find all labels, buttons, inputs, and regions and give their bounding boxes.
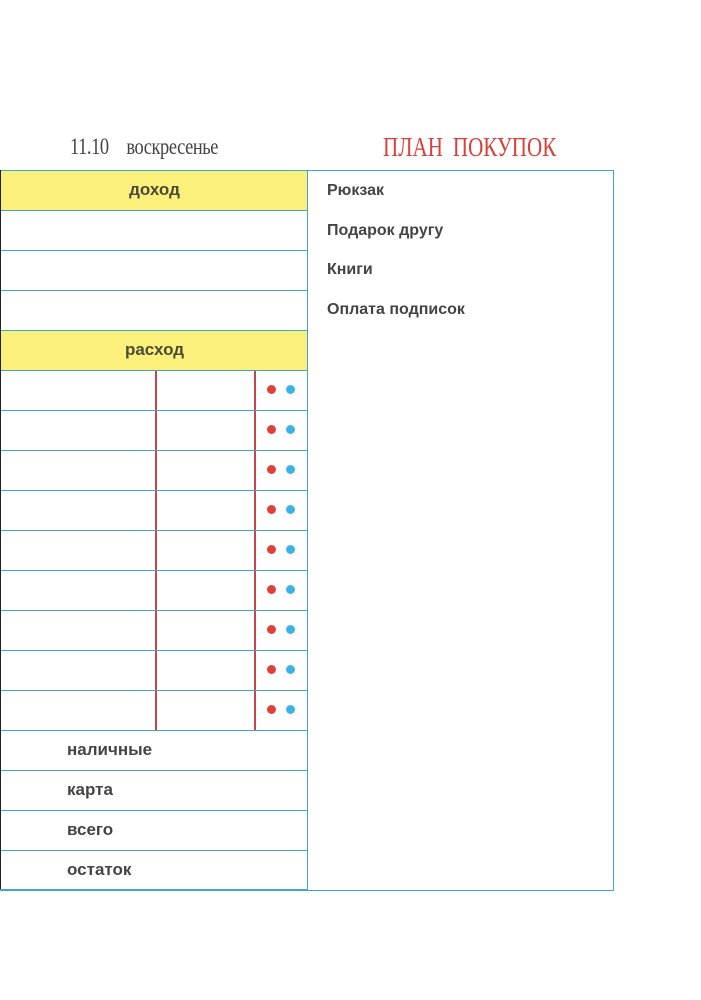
red-dot-icon[interactable] <box>267 705 276 714</box>
column-divider <box>155 651 157 690</box>
red-dot-icon[interactable] <box>267 545 276 554</box>
expense-row[interactable] <box>1 650 308 690</box>
blue-dot-icon[interactable] <box>286 585 295 594</box>
blue-dot-icon[interactable] <box>286 385 295 394</box>
divider <box>0 889 307 891</box>
column-divider <box>254 371 256 410</box>
expense-row[interactable] <box>1 610 308 650</box>
blue-dot-icon[interactable] <box>286 625 295 634</box>
column-divider <box>254 691 256 730</box>
red-dot-icon[interactable] <box>267 425 276 434</box>
summary-row: всего <box>1 810 308 850</box>
column-divider <box>155 611 157 650</box>
column-divider <box>254 451 256 490</box>
expense-row[interactable] <box>1 490 308 530</box>
expense-row[interactable] <box>1 370 308 410</box>
shopping-plan-panel <box>307 170 614 891</box>
red-dot-icon[interactable] <box>267 665 276 674</box>
weekday: воскресенье <box>126 134 219 159</box>
column-divider <box>254 611 256 650</box>
summary-row: наличные <box>1 730 308 770</box>
column-divider <box>254 411 256 450</box>
expense-row[interactable] <box>1 690 308 730</box>
column-divider <box>155 491 157 530</box>
red-dot-icon[interactable] <box>267 385 276 394</box>
column-divider <box>254 531 256 570</box>
blue-dot-icon[interactable] <box>286 665 295 674</box>
column-divider <box>155 451 157 490</box>
plan-item[interactable]: Подарок другу <box>327 222 444 239</box>
income-header: доход <box>1 170 308 210</box>
blue-dot-icon[interactable] <box>286 465 295 474</box>
income-row[interactable] <box>1 290 308 330</box>
date: 11.10 <box>70 134 109 159</box>
column-divider <box>254 491 256 530</box>
column-divider <box>155 371 157 410</box>
blue-dot-icon[interactable] <box>286 545 295 554</box>
budget-table <box>0 170 308 890</box>
plan-item[interactable]: Оплата подписок <box>327 301 465 318</box>
summary-row: карта <box>1 770 308 810</box>
plan-title: ПЛАН ПОКУПОК <box>383 132 557 162</box>
blue-dot-icon[interactable] <box>286 705 295 714</box>
column-divider <box>155 571 157 610</box>
red-dot-icon[interactable] <box>267 465 276 474</box>
summary-row: остаток <box>1 850 308 890</box>
income-row[interactable] <box>1 250 308 290</box>
red-dot-icon[interactable] <box>267 625 276 634</box>
expense-header: расход <box>1 330 308 370</box>
column-divider <box>155 531 157 570</box>
expense-row[interactable] <box>1 570 308 610</box>
expense-row[interactable] <box>1 450 308 490</box>
income-row[interactable] <box>1 210 308 250</box>
column-divider <box>155 411 157 450</box>
blue-dot-icon[interactable] <box>286 505 295 514</box>
blue-dot-icon[interactable] <box>286 425 295 434</box>
column-divider <box>254 571 256 610</box>
expense-row[interactable] <box>1 410 308 450</box>
column-divider <box>155 691 157 730</box>
red-dot-icon[interactable] <box>267 505 276 514</box>
expense-row[interactable] <box>1 530 308 570</box>
date-heading <box>70 134 236 160</box>
plan-item[interactable]: Рюкзак <box>327 182 384 199</box>
plan-item[interactable]: Книги <box>327 261 373 278</box>
column-divider <box>254 651 256 690</box>
red-dot-icon[interactable] <box>267 585 276 594</box>
